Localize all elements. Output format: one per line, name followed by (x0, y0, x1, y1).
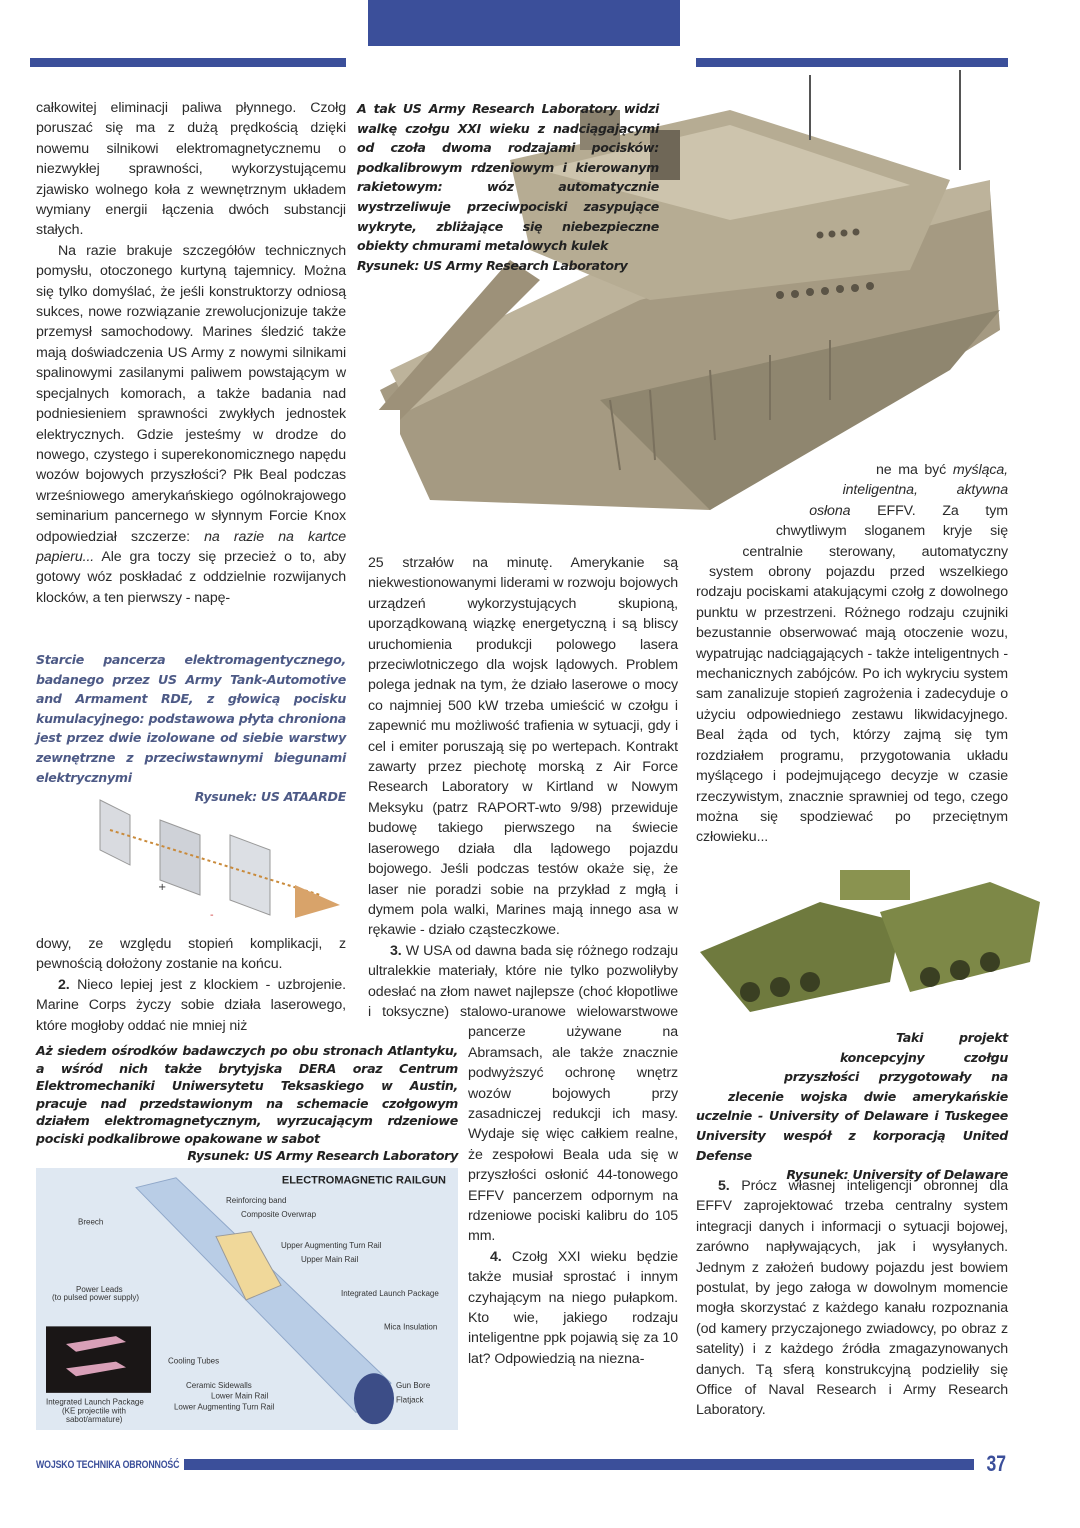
paragraph: dowy, ze względu stopień komplikacji, z pewnością dołożony zostanie na końcu. (36, 936, 346, 973)
magazine-name: WOJSKO TECHNIKA OBRONNOŚĆ (36, 1459, 180, 1471)
svg-text:+: + (158, 882, 167, 893)
label: Ceramic Sidewalls (186, 1381, 252, 1390)
column-3-bottom (696, 1176, 1008, 1421)
railgun-caption-source: Rysunek: US Army Research Laboratory (187, 1148, 458, 1163)
label: Mica Insulation (384, 1322, 438, 1332)
armor-caption-source: Rysunek: US ATAARDE (194, 789, 346, 805)
column-1-bottom (36, 934, 346, 1036)
column-1-top (36, 98, 346, 608)
electromagnetic-armor-diagram (90, 790, 350, 925)
svg-text:-: - (210, 910, 214, 921)
emphasis: myśląca, inteligentna, aktywna osłona (809, 462, 1008, 519)
paragraph (696, 1176, 1008, 1421)
paragraph-text: EFFV. Za tym chwytliwym sloganem kryje się centralnie sterowany, automatyczny system obrony pojazdu przed wszelkiego rodzaju pociskami atakującymi czołg z dowolnego punktu w przestrzeni. Różnego rodzaju czujniki bezustannie obserwować mają otoczenie wozu, wypatrując nadciągających - także inteligentnych - mechanicznych zabójców. Po ich wykryciu system sam zanalizuje stopień zagrożenia i zadecyduje o użyciu odpowiedniego zestawu likwidacyjnego. Beal żąda od tych, którzy zajmą się tym rozdziałem programu, przygotowania układu myślącego i podejmującego decyzje w czasie rzeczywistym, znacznie sprawniej od tego, czego można się spodziewać po przeciętnym człowieku... (696, 502, 1008, 846)
label: Upper Main Rail (301, 1254, 359, 1264)
paragraph (36, 975, 346, 1036)
tank-caption (357, 99, 659, 275)
column-2 (368, 553, 678, 1430)
section-number: 2. (58, 976, 70, 993)
label: Breech (78, 1217, 104, 1227)
column-3-top (696, 460, 1008, 848)
label: (KE projectile with (62, 1406, 126, 1416)
concept-tank-illustration (690, 862, 1050, 1032)
header-bar-center (368, 0, 680, 46)
paragraph-text: Ale gra toczy się przecież o to, aby gotowy wóz poskładać z oddzielnie rozwijanych klocków, a ten pierwszy - napę- (36, 548, 346, 606)
paragraph-text: Nieco lepiej jest z klockiem - uzbrojenie. Marine Corps życzy sobie działa laserowego, które mogłoby oddać nie mniej niż (36, 976, 346, 1034)
paragraph-text: W USA od dawna bada się różnego rodzaju ultralekkie materiały, które nie tylko pozwoliłyby odesłać na złom nawet najlepsze (choć kłopotliwe i toksyczne) stalowo-uranowe wielowarstwowe pancerze używane na Abramsach, ale także znacznie podwyższyć ochronę wnętrz wozów bojowych przy zasadniczej redukcji ich masy. Wydaje się więc całkiem realne, że zespołowi Beala uda się w przyszłości osłonić 44-tonowego EFFV pancerzem odpornym na rdzeniowe pociski kalibru do 105 mm. (368, 942, 678, 1245)
label: Composite Overwrap (241, 1209, 317, 1219)
tank-caption-text: A tak US Army Research Laboratory widzi walkę czołgu XXI wieku z nadciągającymi od czoła dwoma rodzajami pocisków: podkalibrowym rdzeniowym i kierowanym rakietowym: wóz automatycznie wystrzeliwuje przeciwpociski zasypujące wykryte, zbliżające się niebezpieczne obiekty chmurami metalowych kulek (357, 101, 659, 254)
label: Gun Bore (396, 1381, 431, 1390)
header-bar-left (30, 58, 346, 67)
section-number: 5. (718, 1178, 730, 1194)
railgun-caption-text: Aż siedem ośrodków badawczych po obu stronach Atlantyku, a wśród nich także brytyjska DERA oraz Centrum Elektromechaniki Uniwersytetu Teksaskiego w Austin, pracuje nad przedstawionym na schemacie czołgowym działem elektromagnetycznym, wyrzucającym rdzeniowe pociski podkalibrowe opakowane w sabot (36, 1043, 458, 1146)
tank-caption-source: Rysunek: US Army Research Laboratory (357, 257, 628, 273)
label: sabot/armature) (66, 1415, 123, 1425)
page-number: 37 (986, 1451, 1007, 1476)
label: Lower Augmenting Turn Rail (174, 1402, 275, 1412)
paragraph-text: Czołg XXI wieku będzie także musiał sprostać i innym czyhającym na niego pułapkom. Kto wie, jakiego rodzaju inteligentne ppk pojawią się za 10 lat? Odpowiedzią na niezna- (468, 1248, 678, 1367)
quote: na razie na kartce papieru... (36, 528, 346, 565)
footer-bar (184, 1459, 974, 1470)
label: Cooling Tubes (168, 1356, 220, 1366)
paragraph: całkowitej eliminacji paliwa płynnego. Czołg poruszać się ma z dużą prędkością dzięki nowemu silnikowi elektromagnetycznemu o niezwykłej sprawności, wykorzystującemu zjawisko wolnego koła z wewnętrznym układem wymiany energii łączenia dwóch substancji stałych. (36, 100, 346, 239)
label: Flatjack (396, 1395, 424, 1405)
paragraph (36, 241, 346, 608)
label: (to pulsed power supply) (52, 1293, 140, 1302)
concept-tank-caption (696, 1028, 1008, 1185)
label: Integrated Launch Package (46, 1397, 144, 1407)
railgun-title: ELECTROMAGNETIC RAILGUN (281, 1174, 447, 1187)
armor-caption-text: Starcie pancerza elektromagentycznego, badanego przez US Army Tank-Automotive and Armament RDE, z głowicą pocisku kumulacyjnego: podstawowa płyta chroniona jest przez dwie izolowane od siebie warstwy zewnętrzne z przeciwstawnymi biegunami elektrycznymi (36, 652, 346, 785)
section-number: 3. (390, 942, 402, 959)
label: Upper Augmenting Turn Rail (281, 1241, 382, 1251)
paragraph: 25 strzałów na minutę. Amerykanie są niekwestionowanymi liderami w rozwoju bojowych urządzeń wykorzystujących skupioną, uporządkowaną wiązkę energetyczną i są bliscy uruchomienia produkcji polowego lasera przeciwlotniczego dla wojsk lądowych. Problem polega jednak na tym, że działo laserowe o mocy co najmniej 500 kW trzeba umieścić w czołgu i zapewnić mu możliwość trafienia w sytuacji, gdy i cel i emiter poruszają się po wertepach. Kontrakt zawarty przez piechotę morską z Air Force Research Laboratory w Kirtland w Nowym Meksyku (patrz RAPORT-wto 9/98) przewiduje budowę takiego pierwszego na świecie laserowego działa dla lądowego pojazdu bojowego. Jeśli podczas testów okaże się, że laser nie poradzi sobie na przykład z mgłą i dymem pola walki, Marines mają innego asa w rękawie - działo cząsteczkowe. (368, 555, 678, 939)
paragraph-text: Prócz własnej inteligencji obronnej dla EFFV zaprojektować trzeba centralny system integracji danych i informacji o sytuacji bojowej, zarówno napływających, jak i wysyłanych. Jednym z założeń budowy pojazdu jest bowiem postulat, by jego załoga w dowolnym momencie mogła skorzystać z każdego kanału rozpoznania (od kamery przyczajonego zwiadowcy, po obraz z satelity) i z każdego źródła zmagazynowanych danych. Tą sferą konstrukcyjną podzieliły się Office of Naval Research i Army Research Laboratory. (696, 1178, 1008, 1419)
concept-caption-source: Rysunek: University of Delaware (786, 1167, 1008, 1183)
paragraph-text: Na razie brakuje szczegółów technicznych pomysłu, otoczonego kurtyną tajemnicy. Można się tylko domyślać, że jeśli konstruktorzy odniosą sukces, nowe rozwiązanie zrewolucjonizuje także przemysł samochodowy. Marines śledzić także mają doświadczenia US Army z nowymi silnikami spalinowymi zasilanymi paliwem powstającym w specjalnych komorach, a także badania nad podniesieniem sprawności zwykłych jednostek elektrycznych. Gdzie jesteśmy w drodze do nowego, czystego i superekonomicznego napędu wozów bojowych przyszłości? Płk Beal podczas wrześniowego amerykańskiego ogólnokrajowego seminarium pancernego w słynnym Forcie Knox odpowiedział szczerze: (36, 242, 346, 545)
header-bar-right (696, 58, 1008, 67)
label: Power Leads (76, 1285, 123, 1295)
label: Lower Main Rail (211, 1391, 269, 1401)
concept-caption-text: Taki projekt koncepcyjny czołgu przyszłości przygotowały na zlecenie wojska dwie amerykańskie uczelnie - University of Delaware i Tuskegee University wespół z korporacją United Defense (696, 1030, 1008, 1163)
paragraph-text: ne ma być (876, 462, 953, 478)
armor-caption (36, 650, 346, 807)
label: Integrated Launch Package (341, 1289, 439, 1299)
section-number: 4. (490, 1248, 502, 1265)
label: Reinforcing band (226, 1196, 287, 1206)
